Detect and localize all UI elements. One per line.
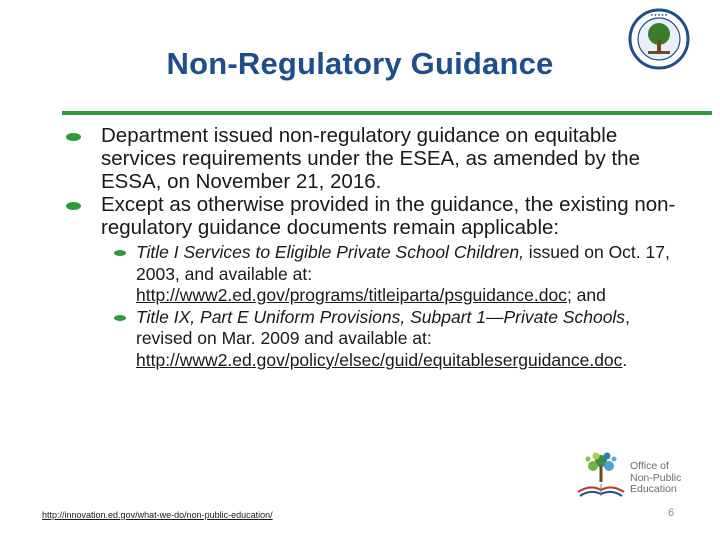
page-number: 6 <box>668 507 675 519</box>
bullet-icon <box>66 133 81 141</box>
sub-bullet-text: issued on Oct. 17, 2003, and available at: <box>136 242 670 284</box>
bullet-icon <box>66 202 81 210</box>
logo-text-line: Education <box>630 483 677 495</box>
sub-bullet-tail: ; and <box>566 285 606 305</box>
slide-title: Non-Regulatory Guidance <box>166 46 554 81</box>
bullet-item <box>66 193 686 239</box>
sub-bullet-icon <box>114 250 126 256</box>
document-title: Title IX, Part E Uniform Provisions, Subpart 1—Private Schools <box>136 306 626 327</box>
bullet-item <box>66 124 686 193</box>
sub-bullet-item <box>66 307 686 372</box>
bullet-list <box>66 124 686 371</box>
sub-bullet-tail: . <box>622 349 628 370</box>
logo-text-line: Office of <box>630 460 669 472</box>
equitable-services-doc-link[interactable]: http://www2.ed.gov/policy/elsec/guid/equitableserguidance.doc <box>136 349 623 370</box>
logo-text <box>630 461 681 496</box>
document-title: Title I Services to Eligible Private School Children, <box>136 242 524 262</box>
logo-text-line: Non-Public <box>630 471 682 484</box>
bullet-text: Department issued non-regulatory guidance on equitable services requirements under the ESEA, as amended by the ESSA, on November 21, 2016. <box>101 124 640 193</box>
sub-bullet-text: , revised on Mar. 2009 and available at: <box>136 306 630 348</box>
bullet-text: Except as otherwise provided in the guidance, the existing non-regulatory guidance documents remain applicable: <box>101 193 676 239</box>
footer-link[interactable]: http://innovation.ed.gov/what-we-do/non-public-education/ <box>42 510 273 520</box>
title-divider <box>62 111 712 115</box>
svg-text:● ● ● ● ●: ● ● ● ● ● <box>650 12 668 17</box>
guidance-doc-link[interactable]: http://www2.ed.gov/programs/titleiparta/psguidance.doc <box>136 285 567 305</box>
sub-bullet-item <box>66 242 686 307</box>
sub-bullet-icon <box>114 315 126 321</box>
